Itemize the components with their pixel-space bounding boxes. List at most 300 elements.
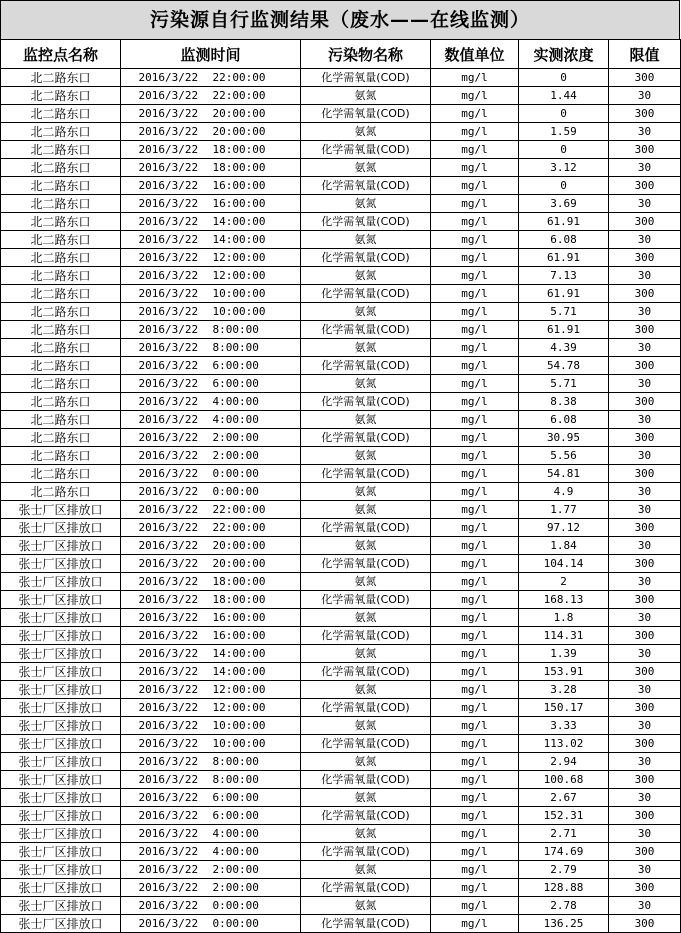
cell-clock: 18:00:00 [212,160,266,174]
cell-clock: 0:00:00 [212,916,259,930]
cell-clock: 4:00:00 [212,844,259,858]
cell-clock: 22:00:00 [212,502,266,516]
cell-value: 2.78 [519,897,609,915]
cell-pollutant: 氨氮 [301,609,431,627]
cell-pollutant: 氨氮 [301,447,431,465]
table-row [1,69,681,87]
cell-unit: mg/l [431,807,519,825]
cell-time [121,393,301,411]
table-row [1,717,681,735]
cell-clock: 12:00:00 [212,700,266,714]
cell-time [121,267,301,285]
cell-value: 114.31 [519,627,609,645]
cell-site: 北二路东口 [1,321,121,339]
cell-value: 54.78 [519,357,609,375]
table-row [1,357,681,375]
cell-clock: 8:00:00 [212,340,259,354]
cell-unit: mg/l [431,87,519,105]
cell-time [121,123,301,141]
header-row [1,40,681,69]
cell-site: 北二路东口 [1,285,121,303]
cell-pollutant: 氨氮 [301,717,431,735]
cell-site: 张士厂区排放口 [1,681,121,699]
cell-unit: mg/l [431,537,519,555]
cell-value: 5.71 [519,303,609,321]
cell-date: 2016/3/22 [138,484,199,498]
cell-pollutant: 化学需氧量(COD) [301,627,431,645]
cell-value: 7.13 [519,267,609,285]
cell-time [121,591,301,609]
cell-unit: mg/l [431,735,519,753]
cell-unit: mg/l [431,267,519,285]
cell-time [121,825,301,843]
cell-date: 2016/3/22 [138,718,199,732]
cell-limit: 30 [609,375,681,393]
table-row [1,537,681,555]
cell-unit: mg/l [431,429,519,447]
cell-value: 2.67 [519,789,609,807]
cell-pollutant: 氨氮 [301,159,431,177]
cell-date: 2016/3/22 [138,88,199,102]
cell-site: 张士厂区排放口 [1,591,121,609]
cell-clock: 16:00:00 [212,178,266,192]
header-pollutant: 污染物名称 [301,40,431,69]
cell-unit: mg/l [431,483,519,501]
cell-date: 2016/3/22 [138,664,199,678]
cell-clock: 18:00:00 [212,592,266,606]
cell-time [121,699,301,717]
table-row [1,519,681,537]
table-row [1,735,681,753]
cell-site: 北二路东口 [1,177,121,195]
cell-value: 128.88 [519,879,609,897]
cell-time [121,843,301,861]
cell-date: 2016/3/22 [138,448,199,462]
cell-limit: 300 [609,591,681,609]
cell-clock: 14:00:00 [212,646,266,660]
cell-clock: 20:00:00 [212,538,266,552]
cell-pollutant: 氨氮 [301,123,431,141]
cell-clock: 16:00:00 [212,196,266,210]
cell-value: 153.91 [519,663,609,681]
cell-limit: 300 [609,627,681,645]
cell-site: 北二路东口 [1,411,121,429]
cell-site: 张士厂区排放口 [1,609,121,627]
cell-time [121,483,301,501]
cell-value: 174.69 [519,843,609,861]
cell-limit: 30 [609,789,681,807]
cell-date: 2016/3/22 [138,628,199,642]
cell-value: 168.13 [519,591,609,609]
cell-date: 2016/3/22 [138,178,199,192]
cell-unit: mg/l [431,825,519,843]
header-unit: 数值单位 [431,40,519,69]
cell-pollutant: 氨氮 [301,897,431,915]
cell-date: 2016/3/22 [138,286,199,300]
cell-site: 北二路东口 [1,87,121,105]
cell-unit: mg/l [431,771,519,789]
cell-unit: mg/l [431,681,519,699]
cell-time [121,501,301,519]
cell-time [121,879,301,897]
cell-pollutant: 氨氮 [301,87,431,105]
cell-limit: 300 [609,393,681,411]
cell-unit: mg/l [431,753,519,771]
table-row [1,213,681,231]
cell-time [121,897,301,915]
cell-unit: mg/l [431,177,519,195]
cell-limit: 300 [609,879,681,897]
cell-unit: mg/l [431,717,519,735]
cell-date: 2016/3/22 [138,538,199,552]
cell-time [121,753,301,771]
cell-limit: 30 [609,681,681,699]
cell-limit: 300 [609,141,681,159]
cell-site: 张士厂区排放口 [1,699,121,717]
table-row [1,897,681,915]
cell-limit: 300 [609,735,681,753]
cell-site: 北二路东口 [1,195,121,213]
cell-value: 3.33 [519,717,609,735]
cell-unit: mg/l [431,159,519,177]
cell-time [121,465,301,483]
cell-date: 2016/3/22 [138,556,199,570]
cell-unit: mg/l [431,447,519,465]
cell-limit: 30 [609,573,681,591]
cell-date: 2016/3/22 [138,574,199,588]
cell-site: 张士厂区排放口 [1,555,121,573]
cell-value: 100.68 [519,771,609,789]
cell-limit: 300 [609,915,681,933]
cell-time [121,69,301,87]
cell-time [121,411,301,429]
cell-unit: mg/l [431,915,519,933]
table-row [1,627,681,645]
cell-limit: 30 [609,501,681,519]
table-row [1,771,681,789]
cell-limit: 30 [609,303,681,321]
cell-unit: mg/l [431,231,519,249]
cell-clock: 14:00:00 [212,214,266,228]
cell-value: 61.91 [519,321,609,339]
cell-date: 2016/3/22 [138,790,199,804]
cell-clock: 8:00:00 [212,322,259,336]
cell-time [121,519,301,537]
cell-time [121,537,301,555]
cell-time [121,87,301,105]
cell-time [121,735,301,753]
table-row [1,339,681,357]
cell-unit: mg/l [431,375,519,393]
cell-date: 2016/3/22 [138,340,199,354]
cell-date: 2016/3/22 [138,736,199,750]
cell-clock: 10:00:00 [212,304,266,318]
cell-date: 2016/3/22 [138,160,199,174]
cell-clock: 2:00:00 [212,862,259,876]
table-row [1,375,681,393]
cell-pollutant: 化学需氧量(COD) [301,69,431,87]
cell-time [121,339,301,357]
cell-site: 北二路东口 [1,69,121,87]
cell-pollutant: 化学需氧量(COD) [301,591,431,609]
table-row [1,843,681,861]
cell-site: 张士厂区排放口 [1,537,121,555]
cell-value: 0 [519,105,609,123]
cell-time [121,573,301,591]
cell-site: 北二路东口 [1,447,121,465]
header-site: 监控点名称 [1,40,121,69]
cell-value: 6.08 [519,231,609,249]
cell-site: 北二路东口 [1,339,121,357]
cell-value: 113.02 [519,735,609,753]
table-row [1,591,681,609]
cell-pollutant: 化学需氧量(COD) [301,915,431,933]
cell-limit: 30 [609,609,681,627]
cell-value: 4.9 [519,483,609,501]
cell-value: 150.17 [519,699,609,717]
cell-value: 0 [519,69,609,87]
cell-limit: 30 [609,87,681,105]
cell-value: 5.71 [519,375,609,393]
cell-site: 张士厂区排放口 [1,645,121,663]
cell-site: 张士厂区排放口 [1,825,121,843]
cell-clock: 0:00:00 [212,484,259,498]
cell-clock: 18:00:00 [212,574,266,588]
cell-value: 1.77 [519,501,609,519]
cell-unit: mg/l [431,897,519,915]
cell-value: 1.39 [519,645,609,663]
cell-value: 1.44 [519,87,609,105]
cell-limit: 300 [609,519,681,537]
cell-time [121,717,301,735]
cell-pollutant: 化学需氧量(COD) [301,357,431,375]
cell-clock: 0:00:00 [212,466,259,480]
cell-pollutant: 氨氮 [301,267,431,285]
cell-clock: 18:00:00 [212,142,266,156]
cell-pollutant: 化学需氧量(COD) [301,321,431,339]
cell-value: 30.95 [519,429,609,447]
cell-pollutant: 化学需氧量(COD) [301,177,431,195]
cell-pollutant: 氨氮 [301,231,431,249]
cell-site: 张士厂区排放口 [1,573,121,591]
cell-clock: 8:00:00 [212,772,259,786]
cell-date: 2016/3/22 [138,520,199,534]
cell-date: 2016/3/22 [138,646,199,660]
cell-pollutant: 化学需氧量(COD) [301,393,431,411]
table-row [1,231,681,249]
cell-pollutant: 化学需氧量(COD) [301,141,431,159]
cell-value: 1.8 [519,609,609,627]
table-row [1,753,681,771]
cell-time [121,771,301,789]
cell-time [121,789,301,807]
table-row [1,195,681,213]
cell-unit: mg/l [431,123,519,141]
cell-time [121,141,301,159]
cell-limit: 30 [609,195,681,213]
cell-time [121,627,301,645]
table-row [1,645,681,663]
cell-unit: mg/l [431,645,519,663]
cell-clock: 2:00:00 [212,448,259,462]
cell-site: 张士厂区排放口 [1,753,121,771]
cell-clock: 2:00:00 [212,430,259,444]
cell-time [121,447,301,465]
cell-site: 张士厂区排放口 [1,789,121,807]
monitoring-table [0,39,681,933]
cell-pollutant: 氨氮 [301,645,431,663]
cell-unit: mg/l [431,699,519,717]
cell-limit: 30 [609,231,681,249]
cell-unit: mg/l [431,663,519,681]
cell-date: 2016/3/22 [138,844,199,858]
cell-unit: mg/l [431,609,519,627]
cell-limit: 30 [609,753,681,771]
table-row [1,141,681,159]
cell-limit: 30 [609,825,681,843]
cell-clock: 6:00:00 [212,376,259,390]
cell-pollutant: 氨氮 [301,411,431,429]
cell-site: 张士厂区排放口 [1,807,121,825]
cell-site: 张士厂区排放口 [1,861,121,879]
cell-unit: mg/l [431,321,519,339]
cell-clock: 16:00:00 [212,610,266,624]
cell-pollutant: 化学需氧量(COD) [301,285,431,303]
cell-value: 104.14 [519,555,609,573]
cell-pollutant: 化学需氧量(COD) [301,735,431,753]
cell-pollutant: 化学需氧量(COD) [301,771,431,789]
cell-pollutant: 氨氮 [301,681,431,699]
table-row [1,915,681,933]
table-row [1,447,681,465]
cell-time [121,807,301,825]
cell-site: 张士厂区排放口 [1,897,121,915]
cell-site: 张士厂区排放口 [1,843,121,861]
cell-clock: 16:00:00 [212,628,266,642]
cell-site: 张士厂区排放口 [1,519,121,537]
cell-unit: mg/l [431,303,519,321]
cell-date: 2016/3/22 [138,772,199,786]
cell-time [121,663,301,681]
cell-limit: 300 [609,321,681,339]
cell-limit: 30 [609,411,681,429]
cell-pollutant: 氨氮 [301,483,431,501]
cell-clock: 14:00:00 [212,232,266,246]
cell-time [121,375,301,393]
cell-site: 张士厂区排放口 [1,879,121,897]
cell-pollutant: 化学需氧量(COD) [301,105,431,123]
cell-unit: mg/l [431,249,519,267]
cell-time [121,195,301,213]
cell-date: 2016/3/22 [138,394,199,408]
cell-pollutant: 氨氮 [301,375,431,393]
table-row [1,573,681,591]
table-row [1,807,681,825]
cell-value: 3.28 [519,681,609,699]
cell-value: 136.25 [519,915,609,933]
cell-site: 北二路东口 [1,375,121,393]
cell-date: 2016/3/22 [138,376,199,390]
cell-date: 2016/3/22 [138,268,199,282]
table-row [1,789,681,807]
table-row [1,861,681,879]
table-row [1,663,681,681]
cell-unit: mg/l [431,393,519,411]
cell-clock: 10:00:00 [212,736,266,750]
cell-limit: 300 [609,699,681,717]
cell-time [121,159,301,177]
cell-limit: 300 [609,465,681,483]
cell-unit: mg/l [431,519,519,537]
cell-clock: 6:00:00 [212,808,259,822]
cell-date: 2016/3/22 [138,196,199,210]
cell-pollutant: 氨氮 [301,861,431,879]
cell-limit: 300 [609,429,681,447]
cell-limit: 300 [609,105,681,123]
cell-site: 北二路东口 [1,429,121,447]
cell-clock: 22:00:00 [212,88,266,102]
cell-clock: 2:00:00 [212,880,259,894]
cell-unit: mg/l [431,591,519,609]
cell-limit: 300 [609,807,681,825]
cell-clock: 8:00:00 [212,754,259,768]
header-time: 监测时间 [121,40,301,69]
cell-date: 2016/3/22 [138,592,199,606]
cell-site: 张士厂区排放口 [1,771,121,789]
cell-pollutant: 化学需氧量(COD) [301,879,431,897]
cell-pollutant: 化学需氧量(COD) [301,843,431,861]
table-row [1,393,681,411]
cell-unit: mg/l [431,789,519,807]
table-row [1,105,681,123]
cell-site: 北二路东口 [1,393,121,411]
table-row [1,879,681,897]
cell-date: 2016/3/22 [138,466,199,480]
cell-pollutant: 氨氮 [301,789,431,807]
cell-value: 2.71 [519,825,609,843]
cell-clock: 10:00:00 [212,286,266,300]
cell-pollutant: 化学需氧量(COD) [301,249,431,267]
cell-date: 2016/3/22 [138,754,199,768]
cell-limit: 30 [609,447,681,465]
table-row [1,177,681,195]
cell-limit: 30 [609,267,681,285]
page-title: 污染源自行监测结果（废水——在线监测） [0,0,680,39]
cell-value: 0 [519,177,609,195]
table-row [1,699,681,717]
table-row [1,465,681,483]
cell-unit: mg/l [431,879,519,897]
cell-unit: mg/l [431,843,519,861]
cell-pollutant: 氨氮 [301,753,431,771]
cell-date: 2016/3/22 [138,106,199,120]
cell-limit: 30 [609,717,681,735]
cell-clock: 6:00:00 [212,790,259,804]
cell-site: 北二路东口 [1,267,121,285]
table-row [1,285,681,303]
cell-pollutant: 氨氮 [301,303,431,321]
cell-site: 北二路东口 [1,141,121,159]
cell-date: 2016/3/22 [138,70,199,84]
cell-time [121,645,301,663]
cell-value: 0 [519,141,609,159]
cell-time [121,609,301,627]
cell-site: 北二路东口 [1,231,121,249]
cell-date: 2016/3/22 [138,412,199,426]
cell-unit: mg/l [431,411,519,429]
cell-site: 北二路东口 [1,303,121,321]
cell-time [121,303,301,321]
